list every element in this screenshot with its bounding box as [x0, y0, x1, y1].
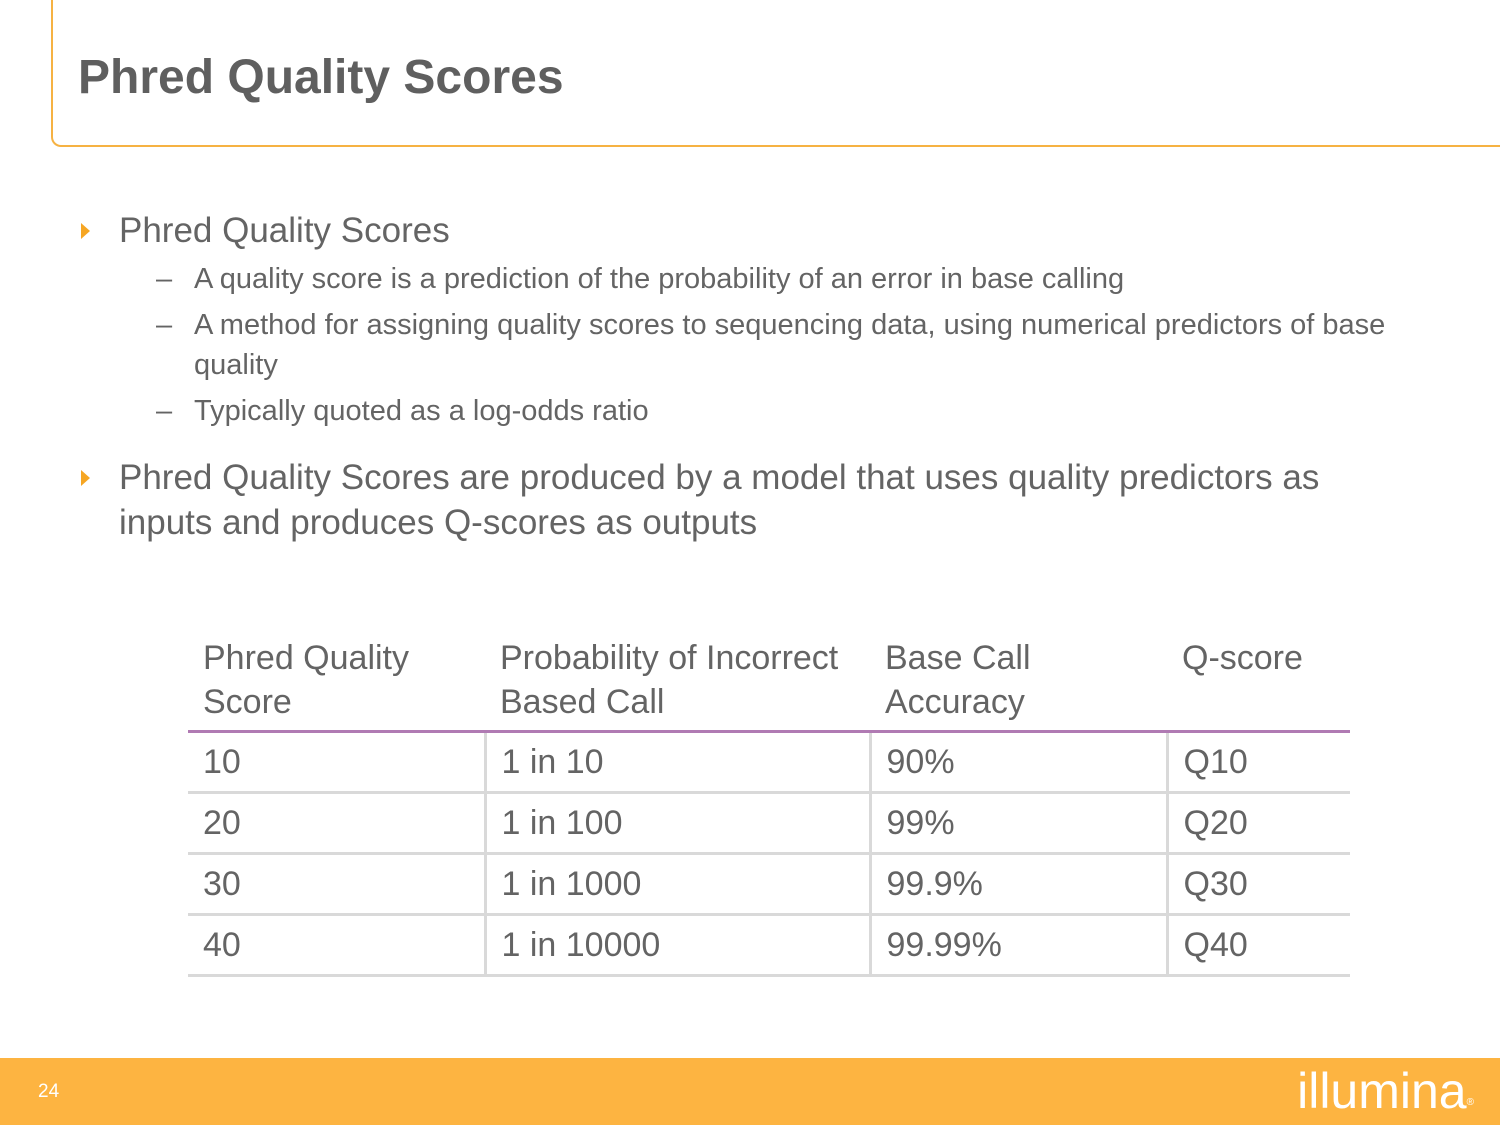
sub-bullet-text: A method for assigning quality scores to sequencing data, using numerical predictors of base quality: [194, 309, 1386, 381]
quality-score-table: [188, 636, 1350, 977]
dash-icon: –: [156, 309, 173, 341]
column-header: Q-score: [1167, 636, 1350, 732]
table-cell: 99%: [870, 793, 1167, 854]
sub-bullet: [156, 305, 1408, 385]
table-cell: 20: [188, 793, 485, 854]
table-row: [188, 854, 1350, 915]
page-number: 24: [38, 1081, 60, 1102]
slide-title: Phred Quality Scores: [78, 51, 564, 104]
table-cell: 90%: [870, 732, 1167, 793]
table-cell: 10: [188, 732, 485, 793]
bullet-list: [78, 208, 1408, 545]
column-header: Phred Quality Score: [188, 636, 485, 732]
table-cell: Q30: [1167, 854, 1350, 915]
table-cell: Q20: [1167, 793, 1350, 854]
table-cell: Q10: [1167, 732, 1350, 793]
table-row: [188, 915, 1350, 976]
bullet-text: Phred Quality Scores are produced by a model that uses quality predictors as inputs and produces Q-scores as outputs: [119, 458, 1320, 542]
table-cell: 40: [188, 915, 485, 976]
sub-bullet-text: Typically quoted as a log-odds ratio: [194, 395, 649, 427]
logo-text: illumina: [1297, 1063, 1467, 1119]
table-cell: 30: [188, 854, 485, 915]
table-cell: 1 in 10000: [485, 915, 870, 976]
bullet-item: [78, 455, 1408, 545]
footer-bar: [0, 1058, 1500, 1125]
table-header-row: [188, 636, 1350, 732]
table-cell: 99.99%: [870, 915, 1167, 976]
illumina-logo: [1297, 1061, 1474, 1121]
sub-bullet-text: A quality score is a prediction of the probability of an error in base calling: [194, 263, 1125, 295]
table-cell: 1 in 10: [485, 732, 870, 793]
table-cell: 1 in 1000: [485, 854, 870, 915]
table-cell: 1 in 100: [485, 793, 870, 854]
bullet-item: [78, 208, 1408, 253]
column-header: Base Call Accuracy: [870, 636, 1167, 732]
table-cell: 99.9%: [870, 854, 1167, 915]
bullet-text: Phred Quality Scores: [119, 211, 450, 250]
bullet-arrow-icon: [81, 470, 90, 486]
sub-bullet: [156, 391, 1408, 431]
column-header: Probability of Incorrect Based Call: [485, 636, 870, 732]
table-cell: Q40: [1167, 915, 1350, 976]
dash-icon: –: [156, 395, 173, 427]
dash-icon: –: [156, 263, 173, 295]
table-row: [188, 793, 1350, 854]
sub-bullet: [156, 259, 1408, 299]
bullet-arrow-icon: [81, 223, 90, 239]
table-row: [188, 732, 1350, 793]
registered-mark-icon: ®: [1466, 1097, 1474, 1108]
